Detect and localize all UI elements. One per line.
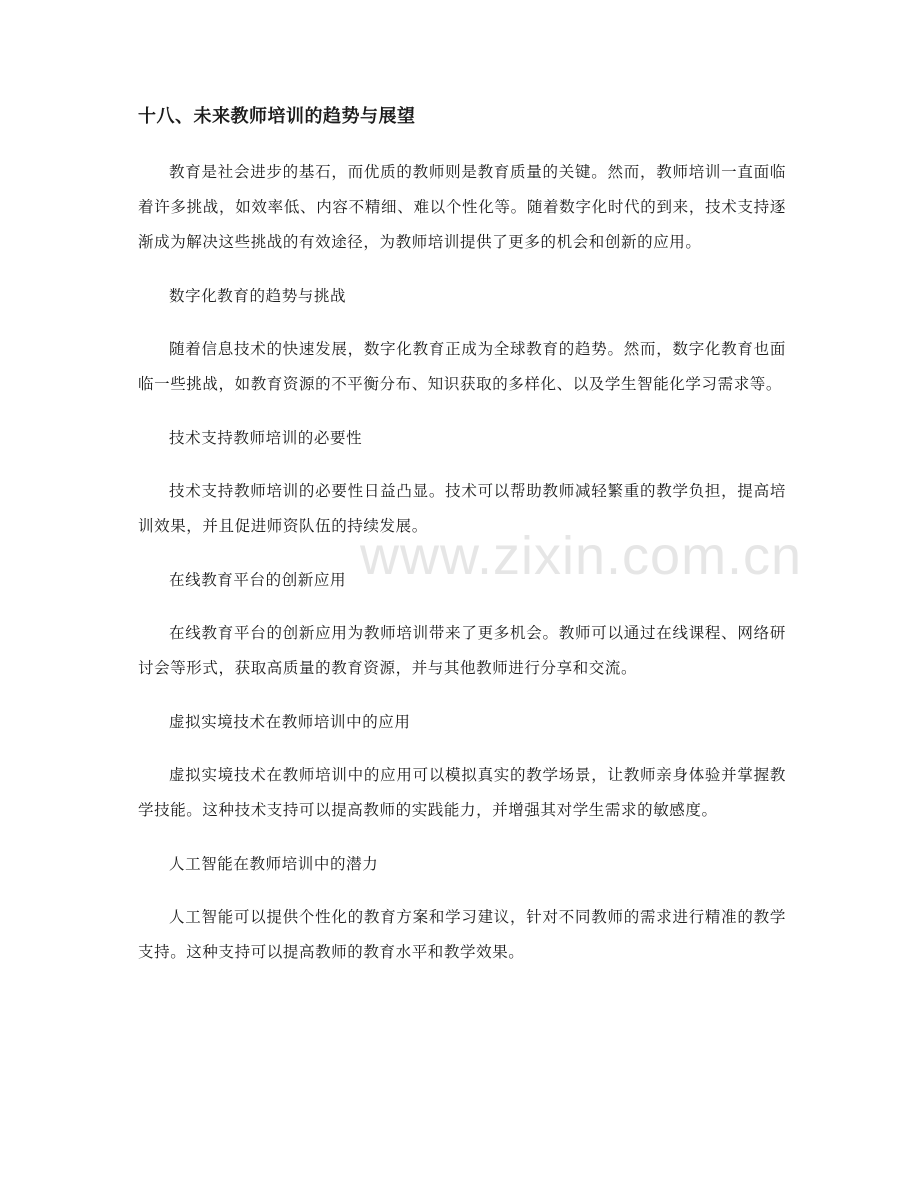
subheading-tech-necessity: 技术支持教师培训的必要性	[169, 429, 363, 447]
paragraph-virtual-reality: 虚拟实境技术在教师培训中的应用可以模拟真实的教学场景，让教师亲身体验并掌握教学技能。这种技术支持可以提高教师的实践能力，并增强其对学生需求的敏感度。	[138, 766, 786, 819]
paragraph-digital-education: 随着信息技术的快速发展，数字化教育正成为全球教育的趋势。然而，数字化教育也面临一些挑战，如教育资源的不平衡分布、知识获取的多样化、以及学生智能化学习需求等。	[138, 340, 786, 393]
paragraph-ai-potential: 人工智能可以提供个性化的教育方案和学习建议，针对不同教师的需求进行精准的教学支持。这种支持可以提高教师的教育水平和教学效果。	[138, 908, 786, 961]
subheading-virtual-reality: 虚拟实境技术在教师培训中的应用	[169, 713, 411, 731]
subheading-digital-education: 数字化教育的趋势与挑战	[169, 287, 347, 305]
document-body	[138, 104, 786, 991]
watermark-text: www.zixin.com.cn	[360, 526, 803, 586]
paragraph-online-platform: 在线教育平台的创新应用为教师培训带来了更多机会。教师可以通过在线课程、网络研讨会等形式，获取高质量的教育资源，并与其他教师进行分享和交流。	[138, 624, 786, 677]
paragraph-tech-necessity: 技术支持教师培训的必要性日益凸显。技术可以帮助教师减轻繁重的教学负担，提高培训效果，并且促进师资队伍的持续发展。	[138, 482, 786, 535]
subheading-online-platform: 在线教育平台的创新应用	[169, 571, 347, 589]
section-title: 十八、未来教师培训的趋势与展望	[138, 106, 416, 127]
intro-paragraph: 教育是社会进步的基石，而优质的教师则是教育质量的关键。然而，教师培训一直面临着许多挑战，如效率低、内容不精细、难以个性化等。随着数字化时代的到来，技术支持逐渐成为解决这些挑战的有效途径，为教师培训提供了更多的机会和创新的应用。	[138, 163, 786, 251]
subheading-ai-potential: 人工智能在教师培训中的潜力	[169, 855, 379, 873]
